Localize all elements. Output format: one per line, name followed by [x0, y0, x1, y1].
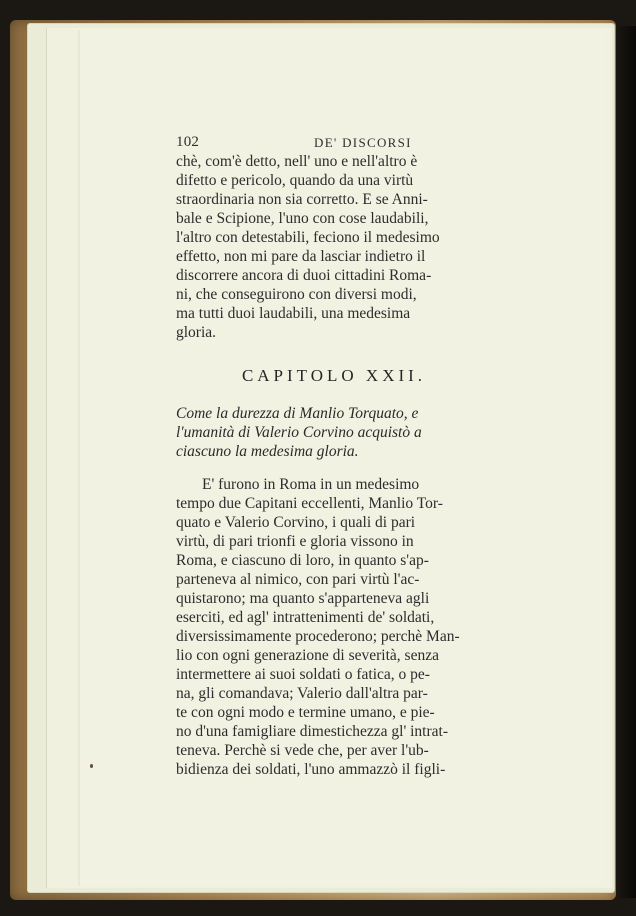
text-line: bale e Scipione, l'uno con cose laudabili, — [176, 210, 429, 227]
page-content — [176, 134, 492, 779]
top-text-block — [176, 152, 492, 342]
paper-spot — [90, 764, 93, 768]
text-line: discorrere ancora di duoi cittadini Roma- — [176, 267, 432, 284]
text-line: chè, com'è detto, nell' uno e nell'altro è — [176, 153, 418, 170]
chapter-title: CAPITOLO XXII. — [241, 366, 427, 385]
text-line: ni, che conseguirono con diversi modi, — [176, 286, 417, 303]
summary-line: Come la durezza di Manlio Torquato, e — [176, 405, 419, 422]
paragraph-line: tempo due Capitani eccellenti, Manlio Tor- — [176, 495, 443, 512]
paragraph-line: eserciti, ed agl' intrattenimenti de' soldati, — [176, 609, 435, 626]
page-header — [176, 134, 492, 152]
summary-line: ciascuno la medesima gloria. — [176, 443, 359, 460]
chapter-summary — [176, 404, 492, 461]
paragraph-line: bidienza dei soldati, l'uno ammazzò il figli- — [176, 761, 446, 778]
paragraph-line: teneva. Perchè si vede che, per aver l'ub- — [176, 742, 429, 759]
running-head: DE' DISCORSI — [314, 135, 412, 150]
paragraph-line: Roma, e ciascuno di loro, in quanto s'ap- — [176, 552, 429, 569]
paragraph-line: no d'una famigliare dimestichezza gl' intrat- — [176, 723, 448, 740]
paragraph-line: parteneva al nimico, con pari virtù l'ac- — [176, 571, 420, 588]
text-line: ma tutti duoi laudabili, una medesima — [176, 305, 411, 322]
text-line: effetto, non mi pare da lasciar indietro il — [176, 248, 426, 265]
page-number: 102 — [176, 134, 200, 150]
paragraph-line: virtù, di pari trionfi e gloria vissono in — [176, 533, 414, 550]
paragraph-line: na, gli comandava; Valerio dall'altra par- — [176, 685, 428, 702]
paragraph-line: E' furono in Roma in un medesimo — [202, 476, 420, 493]
text-line: l'altro con detestabili, feciono il medesimo — [176, 229, 440, 246]
paragraph-line: diversissimamente procederono; perchè Man- — [176, 628, 460, 645]
text-line: gloria. — [176, 324, 217, 341]
paragraph-line: lio con ogni generazione di severità, senza — [176, 647, 439, 664]
page-shadow — [616, 26, 636, 898]
text-line: straordinaria non sia corretto. E se Anni- — [176, 191, 428, 208]
paragraph-line: quistarono; ma quanto s'apparteneva agli — [176, 590, 430, 607]
text-line: difetto e pericolo, quando da una virtù — [176, 172, 414, 189]
paragraph-line: intermettere ai suoi soldati o fatica, o pe- — [176, 666, 430, 683]
paragraph-line: quato e Valerio Corvino, i quali di pari — [176, 514, 416, 531]
main-paragraph — [176, 475, 492, 779]
paragraph-line: te con ogni modo e termine umano, e pie- — [176, 704, 435, 721]
summary-line: l'umanità di Valerio Corvino acquistò a — [176, 424, 422, 441]
